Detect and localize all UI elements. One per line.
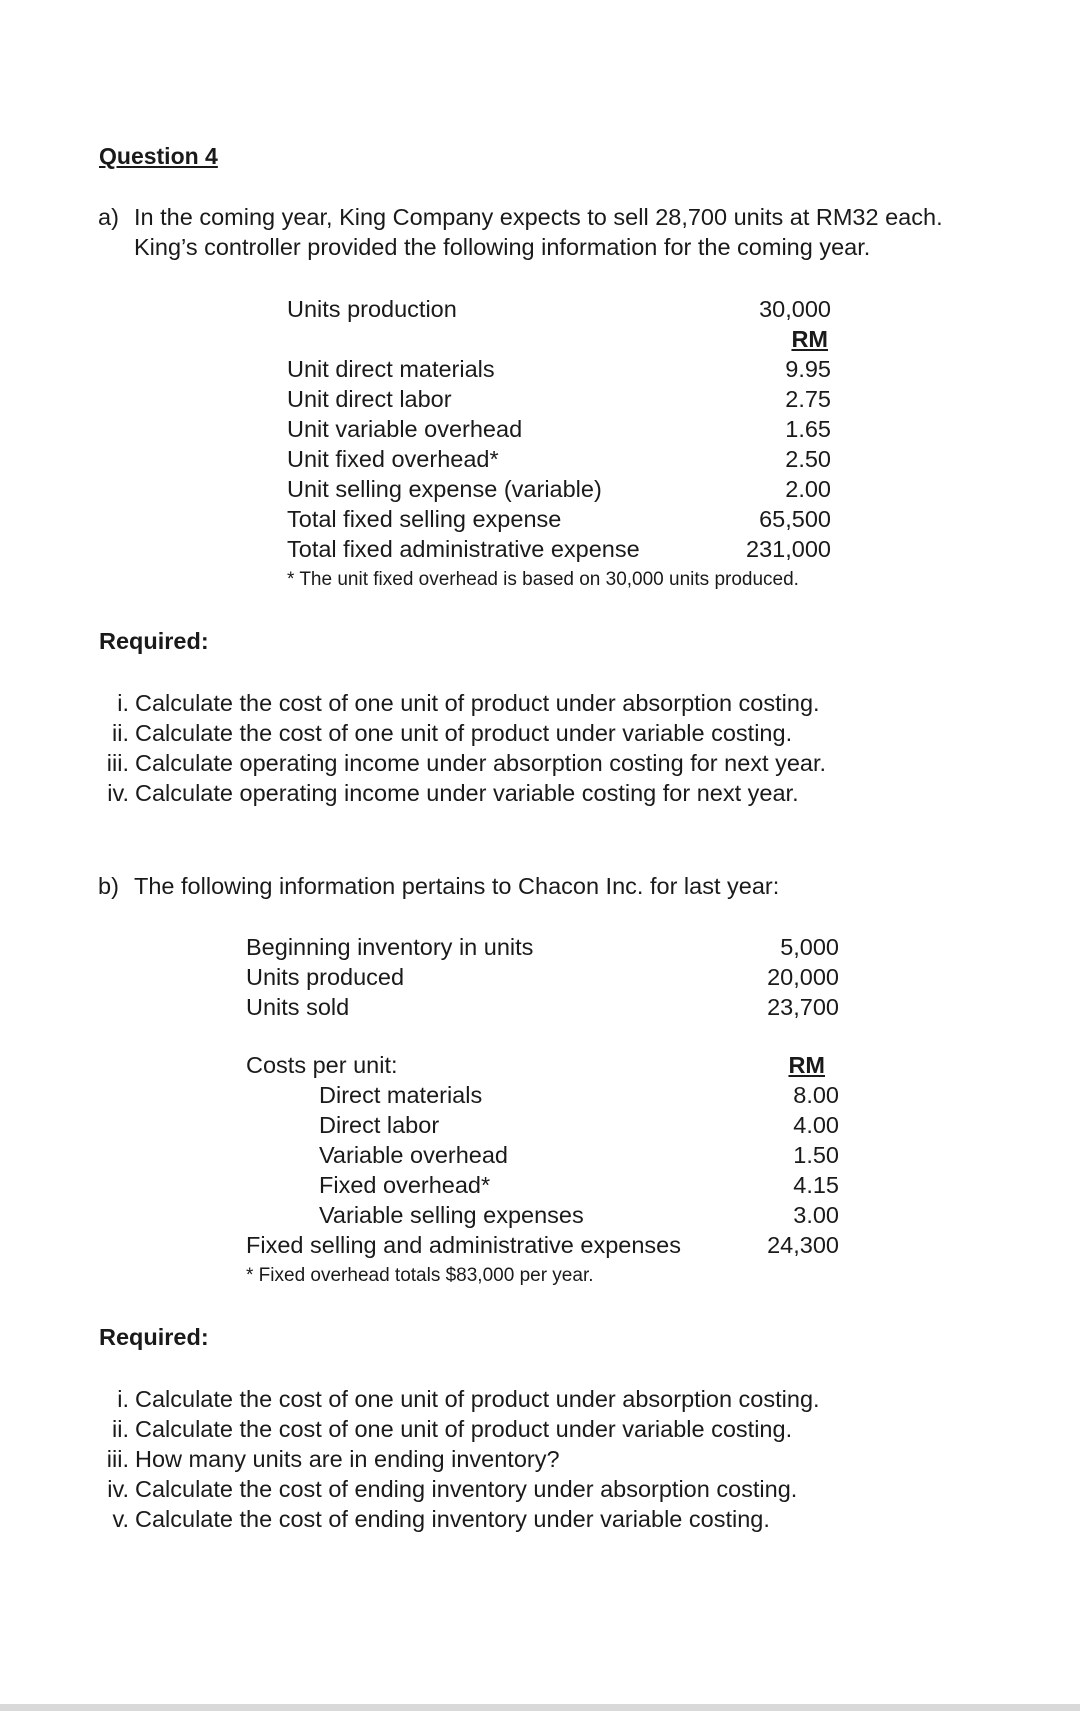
item-text: Calculate the cost of one unit of product under variable costing. — [135, 720, 793, 746]
part-b-inventory-label: Units sold — [246, 994, 350, 1020]
part-b-cost-value: 4.15 — [793, 1172, 839, 1198]
item-text: Calculate the cost of ending inventory under absorption costing. — [135, 1476, 798, 1502]
part-b-cost-label: Variable overhead — [319, 1142, 508, 1168]
item-number: i. — [117, 1386, 129, 1412]
part-a-intro-line2: King’s controller provided the following information for the coming year. — [134, 234, 871, 260]
part-b-inventory-label: Beginning inventory in units — [246, 934, 534, 960]
part-a-required-item — [85, 778, 799, 808]
item-number: v. — [112, 1506, 129, 1532]
part-b-cost-label: Direct materials — [319, 1082, 483, 1108]
part-b-required-item — [85, 1474, 797, 1504]
part-b-cost-label: Direct labor — [319, 1112, 440, 1138]
part-a-row-value: 65,500 — [759, 506, 831, 532]
part-a-intro-line1: In the coming year, King Company expects to sell 28,700 units at RM32 each. — [134, 204, 943, 230]
part-b-required-heading: Required: — [99, 1324, 209, 1350]
part-b-cost-label: Fixed overhead* — [319, 1172, 491, 1198]
part-a-required-item — [85, 718, 792, 748]
item-number: i. — [117, 690, 129, 716]
part-a-row-value: 231,000 — [746, 536, 831, 562]
item-number: ii. — [112, 1416, 129, 1442]
part-a-row-value: 2.75 — [785, 386, 831, 412]
item-text: Calculate operating income under variable costing for next year. — [135, 780, 799, 806]
fixed-sga-value: 24,300 — [767, 1232, 839, 1258]
part-a-row-label: Unit direct materials — [287, 356, 495, 382]
part-b-label: b) — [98, 873, 119, 899]
part-a-required-heading: Required: — [99, 628, 209, 654]
part-a-currency-header: RM — [791, 326, 828, 352]
part-b-cost-label: Variable selling expenses — [319, 1202, 584, 1228]
part-a-row-label: Unit direct labor — [287, 386, 452, 412]
part-b-required-item — [85, 1384, 820, 1414]
part-b-required-item — [85, 1414, 792, 1444]
part-a-row-label: Total fixed selling expense — [287, 506, 562, 532]
item-number: iv. — [107, 780, 129, 806]
item-text: Calculate the cost of ending inventory under variable costing. — [135, 1506, 770, 1532]
item-number: iv. — [107, 1476, 129, 1502]
part-b-cost-value: 3.00 — [793, 1202, 839, 1228]
item-number: ii. — [112, 720, 129, 746]
part-a-row-value: 9.95 — [785, 356, 831, 382]
item-text: How many units are in ending inventory? — [135, 1446, 560, 1472]
part-a-required-item — [85, 688, 820, 718]
item-text: Calculate operating income under absorption costing for next year. — [135, 750, 827, 776]
units-production-value: 30,000 — [759, 296, 831, 322]
part-b-inventory-value: 5,000 — [780, 934, 839, 960]
item-number: iii. — [106, 1446, 129, 1472]
part-a-required-item — [85, 748, 826, 778]
part-a-row-value: 2.00 — [785, 476, 831, 502]
part-a-row-label: Unit variable overhead — [287, 416, 523, 442]
part-a-row-label: Unit selling expense (variable) — [287, 476, 602, 502]
costs-per-unit-label: Costs per unit: — [246, 1052, 398, 1078]
part-b-inventory-value: 20,000 — [767, 964, 839, 990]
part-b-footnote: * Fixed overhead totals $83,000 per year. — [246, 1265, 594, 1286]
part-a-row-label: Total fixed administrative expense — [287, 536, 640, 562]
part-b-cost-value: 1.50 — [793, 1142, 839, 1168]
item-text: Calculate the cost of one unit of product under absorption costing. — [135, 690, 820, 716]
part-b-cost-value: 8.00 — [793, 1082, 839, 1108]
part-b-intro: The following information pertains to Chacon Inc. for last year: — [134, 873, 780, 899]
part-a-row-value: 2.50 — [785, 446, 831, 472]
page-bottom-divider — [0, 1704, 1080, 1711]
part-a-footnote: * The unit fixed overhead is based on 30,000 units produced. — [287, 569, 799, 590]
units-production-label: Units production — [287, 296, 457, 322]
item-text: Calculate the cost of one unit of product under absorption costing. — [135, 1386, 820, 1412]
question-title: Question 4 — [99, 143, 218, 169]
part-b-required-item — [85, 1444, 560, 1474]
part-a-label: a) — [98, 204, 119, 230]
part-b-inventory-label: Units produced — [246, 964, 405, 990]
item-text: Calculate the cost of one unit of product under variable costing. — [135, 1416, 793, 1442]
part-b-currency-header: RM — [788, 1052, 825, 1078]
part-a-row-label: Unit fixed overhead* — [287, 446, 499, 472]
part-b-required-item — [85, 1504, 770, 1534]
item-number: iii. — [106, 750, 129, 776]
fixed-sga-label: Fixed selling and administrative expenses — [246, 1232, 681, 1258]
part-b-cost-value: 4.00 — [793, 1112, 839, 1138]
part-a-row-value: 1.65 — [785, 416, 831, 442]
part-b-inventory-value: 23,700 — [767, 994, 839, 1020]
